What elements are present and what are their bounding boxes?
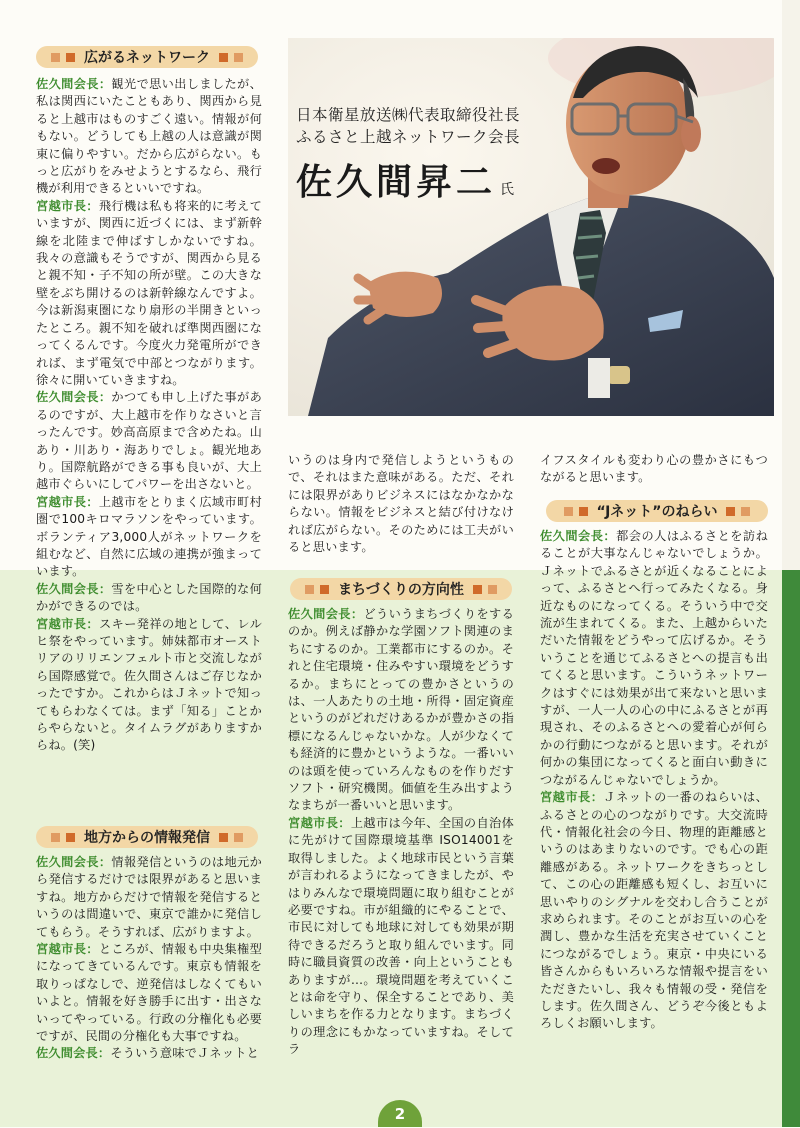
page-number: 2 <box>378 1100 422 1127</box>
speaker-label: 佐久間会長： <box>288 607 364 621</box>
heading-network <box>36 46 258 68</box>
paragraph <box>36 494 262 581</box>
speaker-label: 佐久間会長： <box>36 77 112 91</box>
paragraph-text: かつても申し上げた事があるのですが、大上越市を作りなさいと言ったんです。妙高高原まで含めたね。山あり・川あり・海ありでしょ。観光地あり。国際航路ができる事も良いが、大上越市ぐらいにしてパワーを出さないと。 <box>36 390 262 492</box>
paragraph-text: 上越市をとりまく広域市町村圏で100キロマラソンをやっています。ボランティア3,000人がネットワークを組むなど、自然に広域の連携が強まっています。 <box>36 494 262 579</box>
paragraph <box>288 606 514 815</box>
paragraph-text: 飛行機は私も将来的に考えていますが、関西に近づくには、まず新幹線を北陸まで伸ばすしかないですね。我々の意識もそうですが、関西から見ると親不知・子不知の所が壁。この大きな壁をぶち開けるのは新幹線なんですよ。今は新潟東圏になり扇形の半開きといったところ。親不知を破れば準関西圏になってくるんです。今度火力発電所ができれば、まず電気で中部とつながります。徐々に開いていきますね。 <box>36 198 262 387</box>
heading-network-text: 広がるネットワーク <box>84 50 210 66</box>
speaker-label: 佐久間会長： <box>36 1046 111 1061</box>
paragraph-text: 観光で思い出しましたが、私は関西にいたこともあり、関西から見ると上越市はものすごく遠い。情報が何もない。どうしても上越の人は意識が関東に偏りやすい。だから広がらない。もっと広がりをみせようとするなら、飛行機が利用できるといいですね。 <box>36 77 262 196</box>
speaker-label: 佐久間会長： <box>36 581 112 596</box>
interviewee-name <box>296 154 520 205</box>
heading-info-text: 地方からの情報発信 <box>84 830 210 846</box>
paragraph-text: 上越市は今年、全国の自治体に先がけて国際環境基準 ISO14001を取得しました。よく地球市民という言葉が言われるようになってきましたが、やはりみんなで環境問題に取り組むことが必要ですね。市が組織的にやることで、市民に対しても地球に対しても効果が期待できるだろうと取り組んでいます。同時に職員資質の改善・向上ということもありますが…。環境問題を考えていくことは命を守り、保全することであり、美しいまちを作る力となります。まちづくりの理念にもかなっていますね。そしてラ <box>288 815 514 1057</box>
paragraph <box>36 76 262 198</box>
paragraph-text: 情報発信というのは地元から発信するだけでは限界があると思いますね。地方からだけで情報を発信するというのは間違いで、東京で誰かに発信してもらう。そうすれば、広がりますよ。 <box>36 855 262 939</box>
heading-town <box>290 578 512 600</box>
paragraph <box>36 1045 262 1062</box>
honorific-suffix: 氏 <box>500 182 515 198</box>
caption-title-2: ふるさと上越ネットワーク会長 <box>296 128 521 146</box>
paragraph <box>36 581 262 616</box>
paragraph <box>540 452 768 487</box>
speaker-label: 佐久間会長： <box>540 529 617 543</box>
column-2-top <box>288 452 514 556</box>
paragraph <box>540 528 768 789</box>
speaker-label: 宮越市長： <box>36 942 99 957</box>
speaker-label: 佐久間会長： <box>36 855 112 869</box>
speaker-label: 宮越市長： <box>36 616 99 631</box>
paragraph <box>36 941 262 1045</box>
heading-jnet <box>546 500 768 522</box>
paragraph-text: 都会の人はふるさとを訪ねることが大事なんじゃないでしょうか。Ｊネットでふるさとが近くなることによって、ふるさとへ行ってみたくなる。身近なものになってくる。そういう中で交流が生まれてくる。また、上越からいただいた情報をどうやって広げるか。そういうことを通じてふるさとへの提言も出てくると思います。こういうネットワークはすぐには効果が出て来ないと思いますが、一人一人の心の中にふるさとが再現され、そのふるさとへの愛着心が何らかの行動につながると思います。それが何かの集団になってくると面白い動きにつながるんじゃないでしょうか。 <box>540 529 769 787</box>
heading-jnet-text: “Jネット”のねらい <box>596 504 718 520</box>
portrait-photo <box>288 38 774 416</box>
paragraph-text: いうのは身内で発信しようというもので、それはまた意味がある。ただ、それには限界がありビジネスにはなかなかならない。情報をビジネスと結び付けなければ広がらない。そのためには工夫がいると思います。 <box>288 453 514 555</box>
paragraph-text: Ｊネットの一番のねらいは、ふるさとの心のつながりです。大交流時代・情報化社会の今日、物理的距離感というのはあまりないのです。でも心の距離感がある。ネットワークをきちっとして、この心の距離感も短くし、お互いに思いやりのシグナルを交わし合うことが求められます。そのことがお互いの心を潤し、豊かな生活を充実させていくことにつながるでしょう。東京・中央にいる皆さんからもいろいろな情報や提言をいただきたいし、我々も情報の受・発信をします。佐久間さん、どうぞ今後ともよろしくお願いします。 <box>540 790 768 1031</box>
speaker-label: 佐久間会長： <box>36 390 112 405</box>
paragraph-text: スキー発祥の地として、レルヒ祭をやっています。姉妹都市オーストリアのリリエンフェルト市と交流しながら国際感覚で。佐久間さんはご存じなかったですか。これからはＪネットで知ってもらわなくては。まず「知る」ことからやらないと。タイムラグがありますからね。(笑) <box>36 616 263 753</box>
heading-info <box>36 826 258 848</box>
speaker-label: 宮越市長： <box>36 198 99 213</box>
paragraph <box>36 389 262 493</box>
column-2-town <box>288 606 514 1059</box>
column-3-top <box>540 452 768 487</box>
paragraph <box>540 789 768 1033</box>
name-text: 佐久間昇二 <box>296 161 497 203</box>
heading-town-text: まちづくりの方向性 <box>338 582 464 598</box>
speaker-label: 宮越市長： <box>288 815 351 830</box>
right-edge-stripe <box>782 0 800 1127</box>
paragraph <box>288 452 514 556</box>
paragraph-text: どういうまちづくりをするのか。例えば静かな学園ソフト関連のまちにするのか。工業都市にするのか。それと住宅環境・住みやすい環境をどうするか。まちにとっての豊かさというのは、一人あたりの土地・所得・固定資産というのがどれだけあるかが豊かさの指標になるんじゃないかな。人が少なくても経済的に豊かというような。一番いいのは頭を使っていろんなものを作りだすソフト・研究機関。価値を生み出すようなまちが一番いいと思います。 <box>288 607 514 813</box>
speaker-label: 宮越市長： <box>36 494 99 509</box>
paragraph <box>36 198 262 389</box>
paragraph-text: 雪を中心とした国際的な何かができるのでは。 <box>36 581 262 614</box>
right-edge-green <box>782 570 800 1127</box>
paragraph-text: そういう意味でＪネットと <box>110 1046 259 1061</box>
paragraph-text: ところが、情報も中央集権型になってきているんです。東京も情報を取りっぱなしで、逆発信はしなくてもいいよと。情報を好き勝手に出す・出さないってやっている。行政の分権化も必要ですが、民間の分権化も大事ですね。 <box>36 942 262 1044</box>
paragraph <box>288 815 514 1059</box>
column-1-network <box>36 76 262 755</box>
paragraph-text: イフスタイルも変わり心の豊かさにもつながると思います。 <box>540 453 768 485</box>
speaker-label: 宮越市長： <box>540 790 604 805</box>
paragraph <box>36 616 262 755</box>
interviewee-caption <box>296 104 520 205</box>
paragraph <box>36 854 262 941</box>
caption-title-1: 日本衛星放送㈱代表取締役社長 <box>296 106 521 124</box>
column-1-info <box>36 854 262 1063</box>
column-3-jnet <box>540 528 768 1033</box>
